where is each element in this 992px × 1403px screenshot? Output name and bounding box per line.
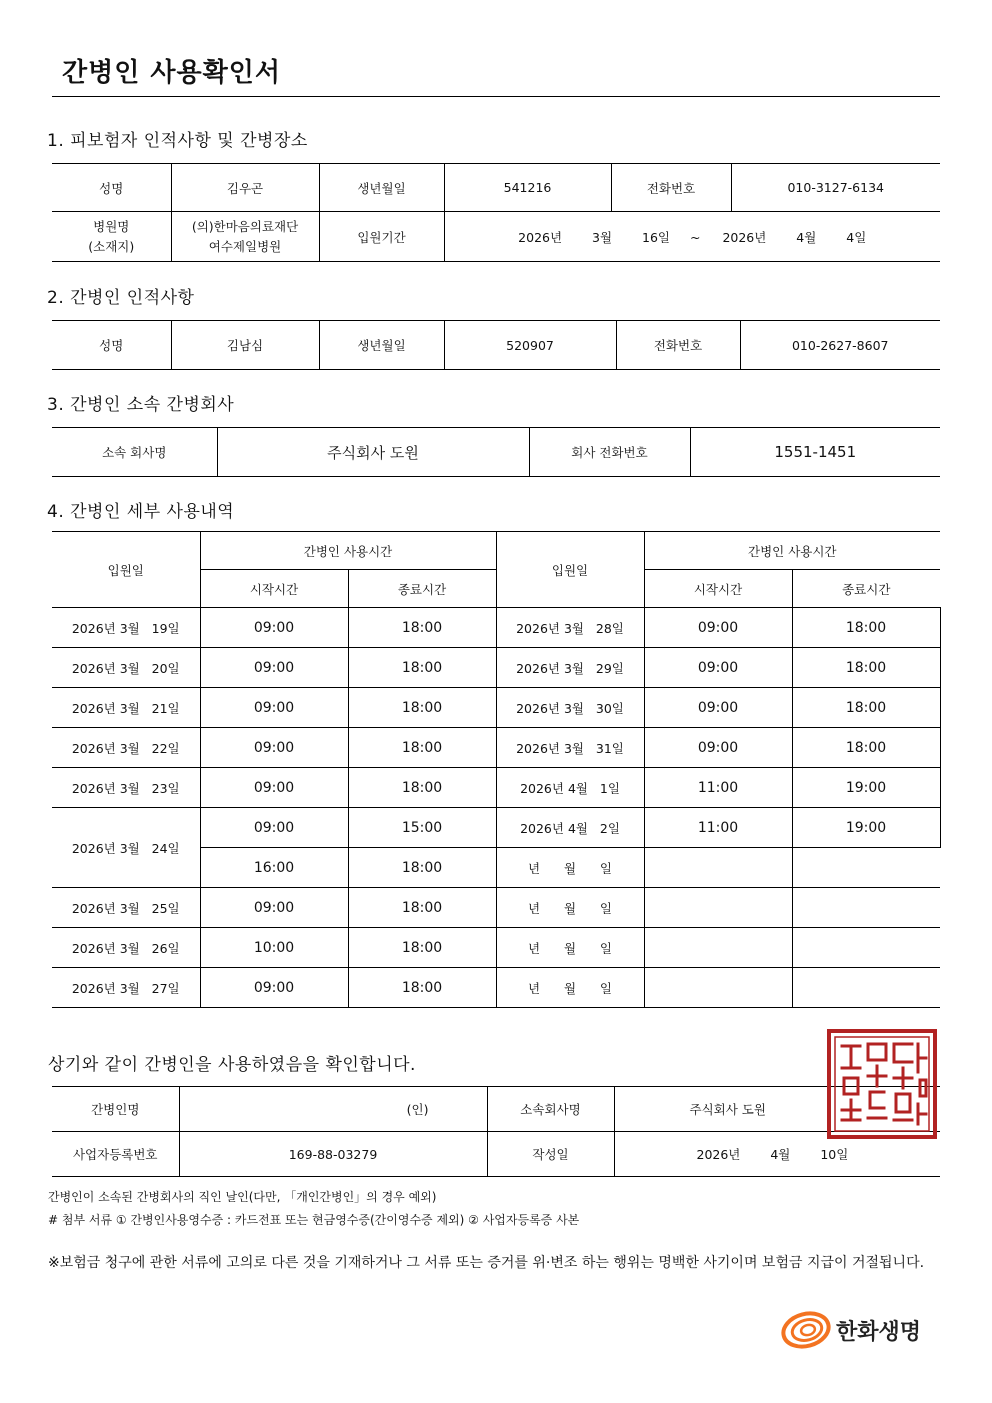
company-phone-label: 회사 전화번호 <box>529 428 690 477</box>
sign-company-label: 소속회사명 <box>487 1087 614 1132</box>
hanwha-swirl-icon <box>780 1310 832 1350</box>
right-end <box>792 928 940 968</box>
right-end: 18:00 <box>792 688 940 728</box>
insured-phone-label: 전화번호 <box>611 164 731 212</box>
left-start: 09:00 <box>200 608 348 648</box>
period-start-year: 2026년 <box>518 229 563 245</box>
right-date: 년 월 일 <box>496 928 644 968</box>
left-date: 2026년 3월 26일 <box>52 928 200 968</box>
caregiver-birth-label: 생년월일 <box>319 321 444 370</box>
caregiver-name-value: 김남심 <box>171 321 319 370</box>
table-row <box>52 768 940 808</box>
table-row <box>52 888 940 928</box>
period-value <box>444 212 940 262</box>
company-table <box>52 427 940 477</box>
caregiver-phone-label: 전화번호 <box>616 321 740 370</box>
attachment-note: # 첨부 서류 ① 간병인사용영수증 : 카드전표 또는 현금영수증(간이영수증 제외) ② 사업자등록증 사본 <box>48 1213 580 1227</box>
table-row <box>52 688 940 728</box>
period-start-month: 3월 <box>592 229 613 245</box>
insured-table <box>52 163 940 262</box>
confirmation-statement: 상기와 같이 간병인을 사용하였음을 확인합니다. <box>48 1055 416 1075</box>
right-start: 09:00 <box>644 688 792 728</box>
document-title: 간병인 사용확인서 <box>62 58 281 88</box>
schedule-header-start-right: 시작시간 <box>644 570 792 608</box>
biz-no-label: 사업자등록번호 <box>52 1132 179 1177</box>
fraud-warning: ※보험금 청구에 관한 서류에 고의로 다른 것을 기재하거나 그 서류 또는 증거를 위·변조 하는 행위는 명백한 사기이며 보험금 지급이 거절됩니다. <box>48 1255 925 1271</box>
right-start <box>644 928 792 968</box>
left-date: 2026년 3월 27일 <box>52 968 200 1008</box>
hospital-value-line2: 여수제일병원 <box>208 238 282 254</box>
left-date: 2026년 3월 22일 <box>52 728 200 768</box>
right-end: 19:00 <box>792 808 940 848</box>
sign-company-value: 주식회사 도원 <box>614 1087 940 1132</box>
caregiver-sign-seal: (인) <box>179 1087 487 1132</box>
right-date: 2026년 4월 1일 <box>496 768 644 808</box>
right-date: 년 월 일 <box>496 888 644 928</box>
left-start: 09:00 <box>200 888 348 928</box>
table-row <box>52 928 940 968</box>
left-end: 18:00 <box>348 888 496 928</box>
company-name-label: 소속 회사명 <box>52 428 217 477</box>
right-start <box>644 888 792 928</box>
right-end <box>792 888 940 928</box>
right-start <box>644 968 792 1008</box>
written-date-year: 2026년 <box>696 1147 741 1162</box>
company-phone-value: 1551-1451 <box>690 428 940 477</box>
period-end-month: 4월 <box>796 229 817 245</box>
left-date: 2026년 3월 19일 <box>52 608 200 648</box>
left-start: 09:00 <box>200 728 348 768</box>
written-date-month: 4월 <box>770 1147 791 1162</box>
left-start: 09:00 <box>200 968 348 1008</box>
schedule-header-usage-right: 간병인 사용시간 <box>644 532 940 570</box>
schedule-header-end-right: 종료시간 <box>792 570 940 608</box>
caregiver-name-label: 성명 <box>52 321 171 370</box>
section-schedule-heading: 4. 간병인 세부 사용내역 <box>47 502 235 522</box>
right-start: 09:00 <box>644 608 792 648</box>
right-end <box>792 968 940 1008</box>
caregiver-phone-value: 010-2627-8607 <box>740 321 940 370</box>
hanwha-life-logo <box>780 1310 921 1350</box>
left-start: 09:00 <box>200 768 348 808</box>
left-end: 18:00 <box>348 768 496 808</box>
table-row <box>52 648 940 688</box>
insured-name-label: 성명 <box>52 164 171 212</box>
left-end: 18:00 <box>348 728 496 768</box>
left-end: 18:00 <box>348 968 496 1008</box>
left-end-2: 18:00 <box>348 848 496 888</box>
section-company-heading: 3. 간병인 소속 간병회사 <box>47 395 235 415</box>
right-end: 18:00 <box>792 608 940 648</box>
schedule-header-date-left: 입원일 <box>52 532 200 608</box>
left-start: 09:00 <box>200 688 348 728</box>
right-date: 2026년 3월 31일 <box>496 728 644 768</box>
table-row <box>52 728 940 768</box>
left-end: 18:00 <box>348 608 496 648</box>
signature-table <box>52 1086 940 1177</box>
left-start-2: 16:00 <box>200 848 348 888</box>
right-end: 18:00 <box>792 728 940 768</box>
period-tilde: ~ <box>689 229 701 245</box>
right-start: 11:00 <box>644 768 792 808</box>
left-date: 2026년 3월 20일 <box>52 648 200 688</box>
right-date: 년 월 일 <box>496 968 644 1008</box>
schedule-header-usage-left: 간병인 사용시간 <box>200 532 496 570</box>
insured-phone-value: 010-3127-6134 <box>731 164 940 212</box>
period-label: 입원기간 <box>319 212 444 262</box>
written-date-day: 10일 <box>820 1147 849 1162</box>
section-insured-heading: 1. 피보험자 인적사항 및 간병장소 <box>47 131 308 151</box>
schedule-header-date-right: 입원일 <box>496 532 644 608</box>
brand-name: 한화생명 <box>836 1319 922 1345</box>
section-caregiver-heading: 2. 간병인 인적사항 <box>47 288 195 308</box>
left-end: 18:00 <box>348 648 496 688</box>
left-end: 18:00 <box>348 688 496 728</box>
right-date: 년 월 일 <box>496 848 644 888</box>
insured-name-value: 김우곤 <box>171 164 319 212</box>
hospital-value-line1: (의)한마음의료재단 <box>191 218 299 234</box>
left-date: 2026년 3월 24일 <box>52 808 200 888</box>
left-date: 2026년 3월 21일 <box>52 688 200 728</box>
schedule-header-start-left: 시작시간 <box>200 570 348 608</box>
period-start-day: 16일 <box>642 229 671 245</box>
left-start: 09:00 <box>200 648 348 688</box>
written-date-label: 작성일 <box>487 1132 614 1177</box>
biz-no-value: 169-88-03279 <box>179 1132 487 1177</box>
caregiver-sign-label: 간병인명 <box>52 1087 179 1132</box>
left-start: 10:00 <box>200 928 348 968</box>
company-name-value: 주식회사 도원 <box>217 428 529 477</box>
hospital-label <box>52 212 171 262</box>
right-date: 2026년 3월 29일 <box>496 648 644 688</box>
title-underline <box>52 96 940 97</box>
right-date: 2026년 3월 28일 <box>496 608 644 648</box>
right-start: 09:00 <box>644 728 792 768</box>
left-end: 18:00 <box>348 928 496 968</box>
period-end-day: 4일 <box>846 229 867 245</box>
left-date: 2026년 3월 25일 <box>52 888 200 928</box>
right-end: 18:00 <box>792 648 940 688</box>
right-end: 19:00 <box>792 768 940 808</box>
hospital-label-line2: (소재지) <box>88 238 135 254</box>
right-date: 2026년 3월 30일 <box>496 688 644 728</box>
right-end <box>792 848 940 888</box>
insured-birth-value: 541216 <box>444 164 611 212</box>
hospital-label-line1: 병원명 <box>93 218 130 234</box>
period-end-year: 2026년 <box>722 229 767 245</box>
right-start: 09:00 <box>644 648 792 688</box>
seal-note: 간병인이 소속된 간병회사의 직인 날인(다만, 「개인간병인」의 경우 예외) <box>48 1190 437 1204</box>
left-end: 15:00 <box>348 808 496 848</box>
caregiver-table <box>52 320 940 370</box>
caregiver-birth-value: 520907 <box>444 321 616 370</box>
table-row <box>52 808 940 848</box>
company-seal-stamp <box>826 1028 938 1140</box>
table-row <box>52 608 940 648</box>
left-start: 09:00 <box>200 808 348 848</box>
left-date: 2026년 3월 23일 <box>52 768 200 808</box>
schedule-table <box>52 531 941 1008</box>
right-start <box>644 848 792 888</box>
right-start: 11:00 <box>644 808 792 848</box>
table-row <box>52 968 940 1008</box>
schedule-header-end-left: 종료시간 <box>348 570 496 608</box>
hospital-value <box>171 212 319 262</box>
right-date: 2026년 4월 2일 <box>496 808 644 848</box>
insured-birth-label: 생년월일 <box>319 164 444 212</box>
